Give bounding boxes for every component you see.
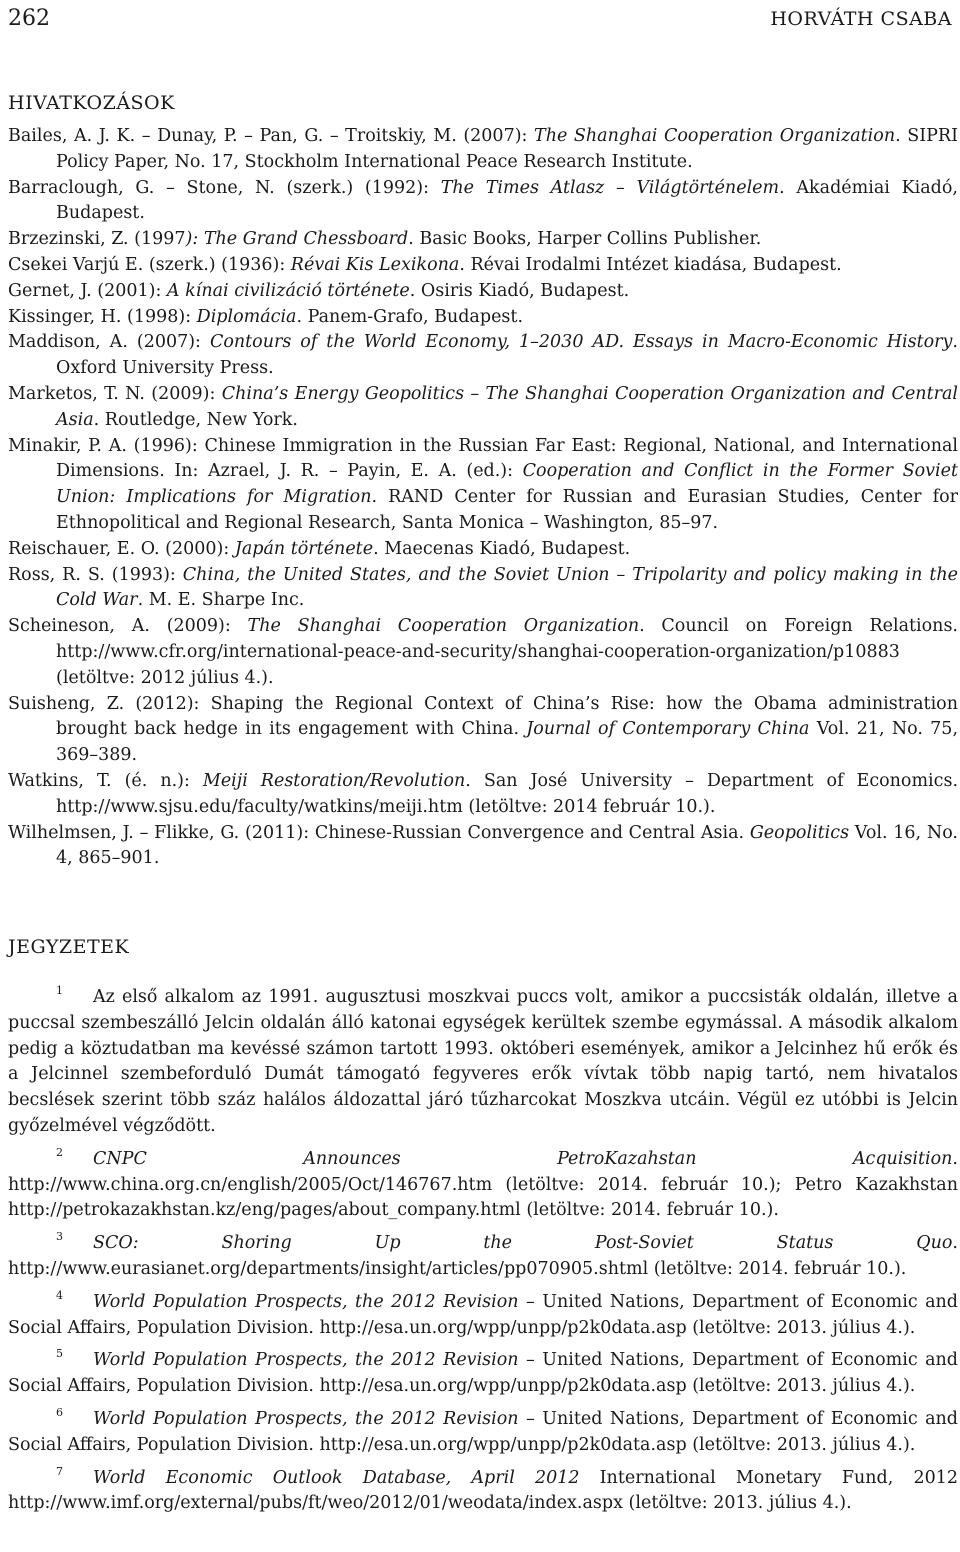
citation-text: . http://www.china.org.cn/english/2005/Oct/146767.htm (letöltve: 2014. február 10.); Petro Kazakhstan http://petrokazakhstan.kz/eng/pages/about_company.html (letöltve: 2014. február 10.). xyxy=(8,1148,958,1221)
citation-text: . Basic Books, Harper Collins Publisher. xyxy=(408,229,762,250)
italic-title-text: Diplomácia xyxy=(196,306,297,327)
citation-text: . Akadémiai Kiadó, Budapest. xyxy=(56,177,958,224)
italic-title-text: Japán története xyxy=(234,538,374,559)
citation-text: Scheineson, A. (2009): xyxy=(8,616,248,637)
footnote-number: 2 xyxy=(56,1145,63,1159)
italic-title-text: SCO: Shoring Up the Post-Soviet Status Quo xyxy=(93,1233,953,1254)
citation-text: Wilhelmsen, J. – Flikke, G. (2011): Chinese-Russian Convergence and Central Asia. xyxy=(8,822,750,843)
citation-text: Marketos, T. N. (2009): xyxy=(8,383,222,404)
citation-text: . RAND Center for Russian and Eurasian Studies, Center for Ethnopolitical and Regional Research, Santa Monica – Washington, 85–97. xyxy=(56,487,958,533)
footnote-entry xyxy=(8,1140,958,1224)
citation-text: . Osiris Kiadó, Budapest. xyxy=(409,280,630,301)
reference-entry xyxy=(8,434,958,537)
italic-title-text: Révai Kis Lexikona xyxy=(290,254,460,275)
citation-text: . Maecenas Kiadó, Budapest. xyxy=(373,538,631,559)
citation-text: Barraclough, G. – Stone, N. (szerk.) (1992): xyxy=(8,177,441,198)
reference-entry xyxy=(8,614,958,691)
citation-text: . http://www.eurasianet.org/departments/insight/articles/pp070905.shtml (letöltve: 2014. február 10.). xyxy=(8,1233,958,1279)
page-number: 262 xyxy=(8,6,50,31)
notes-heading: JEGYZETEK xyxy=(8,936,130,958)
italic-title-text: Contours of the World Economy, 1–2030 AD. Essays in Macro-Economic History xyxy=(209,332,953,353)
reference-entry xyxy=(8,382,958,434)
italic-title-text: The Shanghai Cooperation Organization xyxy=(247,616,640,637)
citation-text: Reischauer, E. O. (2000): xyxy=(8,538,235,559)
citation-text: . Routledge, New York. xyxy=(93,409,298,430)
citation-text: Az első alkalom az 1991. augusztusi moszkvai puccs volt, amikor a puccsisták oldalán, illetve a puccsal szembeszálló Jelcin oldalán álló katonai egységek kerültek szembe egymással. A második alkalom pedig a köztudatban ma kevéssé számon tartott 1993. októberi események, amikor a Jelcinhez hű erők és a Jelcinnel szembeforduló Dumát támogató fegyveres erők vívtak több napig tartó, nem hivatalos becslések szerint több száz halálos áldozattal járó tűzharcokat Moszkva utcáin. Végül ez utóbbi is Jelcin győzelmével végződött. xyxy=(8,987,958,1136)
citation-text: Brzezinski, Z. (1997 xyxy=(8,229,186,250)
italic-title-text: China’s Energy Geopolitics – The Shanghai Cooperation Organization and Central Asia xyxy=(56,383,959,430)
footnote-entry xyxy=(8,1283,958,1342)
citation-text: Maddison, A. (2007): xyxy=(8,332,210,353)
italic-title-text: Geopolitics xyxy=(749,822,850,843)
footnote-entry xyxy=(8,1459,958,1518)
footnote-number: 3 xyxy=(56,1230,63,1244)
reference-entry xyxy=(8,227,958,253)
italic-title-text: World Population Prospects, the 2012 Revision xyxy=(93,1291,519,1312)
reference-entry xyxy=(8,253,958,279)
citation-text: Kissinger, H. (1998): xyxy=(8,306,197,327)
citation-text: Vol. 16, No. 4, 865–901. xyxy=(56,822,958,869)
footnote-entry xyxy=(8,1224,958,1283)
citation-text: Minakir, P. A. (1996): Chinese Immigration in the Russian Far East: Regional, National, and International Dimensions. In: Azrael, J. R. – Payin, E. A. (ed.): xyxy=(8,435,958,482)
reference-entry xyxy=(8,537,958,563)
reference-entry xyxy=(8,563,958,615)
citation-text: Csekei Varjú E. (szerk.) (1936): xyxy=(8,254,291,275)
reference-entry xyxy=(8,821,958,873)
citation-text: Gernet, J. (2001): xyxy=(8,280,167,301)
citation-text: Ross, R. S. (1993): xyxy=(8,564,183,585)
footnote-number: 1 xyxy=(56,984,63,997)
footnote-entry xyxy=(8,978,958,1140)
reference-entry xyxy=(8,176,958,228)
footnote-list xyxy=(8,978,958,1517)
footnote-number: 7 xyxy=(56,1464,63,1478)
italic-title-text: The Times Atlasz – Világtörténelem xyxy=(440,177,780,198)
footnote-number: 6 xyxy=(56,1405,63,1419)
italic-title-text: World Population Prospects, the 2012 Revision xyxy=(93,1408,519,1429)
footnote-entry xyxy=(8,1341,958,1400)
citation-text: Bailes, A. J. K. – Dunay, P. – Pan, G. – Troitskiy, M. (2007): xyxy=(8,126,535,146)
italic-title-text: Cooperation and Conflict in the Former Soviet Union: Implications for Migration xyxy=(56,461,958,508)
italic-title-text: The Shanghai Cooperation Organization xyxy=(534,126,896,146)
citation-text: – United Nations, Department of Economic and Social Affairs, Population Division. http://esa.un.org/wpp/unpp/p2k0data.asp (letöltve: 2013. július 4.). xyxy=(8,1350,958,1397)
footnote-number: 4 xyxy=(56,1288,63,1302)
citation-text: – United Nations, Department of Economic and Social Affairs, Population Division. http://esa.un.org/wpp/unpp/p2k0data.asp (letöltve: 2013. július 4.). xyxy=(8,1291,958,1338)
italic-title-text: CNPC Announces PetroKazahstan Acquisition xyxy=(93,1148,953,1169)
reference-entry xyxy=(8,692,958,769)
footnote-entry xyxy=(8,1400,958,1459)
italic-title-text: Meiji Restoration/Revolution xyxy=(202,770,466,791)
italic-title-text: Journal of Contemporary China xyxy=(526,719,810,740)
citation-text: International Monetary Fund, 2012 http://www.imf.org/external/pubs/ft/weo/2012/01/weodata/index.aspx (letöltve: 2013. július 4.). xyxy=(8,1467,958,1514)
references-heading: HIVATKOZÁSOK xyxy=(8,92,175,114)
reference-entry xyxy=(8,330,958,382)
citation-text: . Council on Foreign Relations. http://www.cfr.org/international-peace-and-security/shanghai-cooperation-organization/p10883 (letöltve: 2012 július 4.). xyxy=(56,616,958,688)
citation-text: . Oxford University Press. xyxy=(56,332,958,379)
footnote-number: 5 xyxy=(56,1347,63,1361)
citation-text: . Révai Irodalmi Intézet kiadása, Budapest. xyxy=(459,254,842,275)
citation-text: . M. E. Sharpe Inc. xyxy=(137,590,305,611)
citation-text: Watkins, T. (é. n.): xyxy=(8,770,203,791)
citation-text: . SIPRI Policy Paper, No. 17, Stockholm International Peace Research Institute. xyxy=(56,126,959,172)
citation-text: Vol. 21, No. 75, 369–389. xyxy=(56,719,959,766)
italic-title-text: World Economic Outlook Database, April 2012 xyxy=(93,1467,580,1488)
italic-title-text: World Population Prospects, the 2012 Revision xyxy=(93,1350,519,1371)
running-header-author: HORVÁTH CSABA xyxy=(770,8,952,30)
reference-entry xyxy=(8,124,958,176)
reference-entry xyxy=(8,769,958,821)
citation-text: . Panem-Grafo, Budapest. xyxy=(296,306,524,327)
reference-entry xyxy=(8,305,958,331)
citation-text: Suisheng, Z. (2012): Shaping the Regional Context of China’s Rise: how the Obama administration brought back hedge in its engagement with China. xyxy=(8,693,958,740)
citation-text: . San José University – Department of Economics. http://www.sjsu.edu/faculty/watkins/meiji.htm (letöltve: 2014 február 10.). xyxy=(56,770,959,817)
italic-title-text: China, the United States, and the Soviet Union – Tripolarity and policy making in the Cold War xyxy=(56,564,958,611)
citation-text: – United Nations, Department of Economic and Social Affairs, Population Division. http://esa.un.org/wpp/unpp/p2k0data.asp (letöltve: 2013. július 4.). xyxy=(8,1408,958,1455)
reference-list xyxy=(8,124,958,872)
reference-entry xyxy=(8,279,958,305)
italic-title-text: ): The Grand Chessboard xyxy=(185,229,409,250)
italic-title-text: A kínai civilizáció története xyxy=(166,280,410,301)
